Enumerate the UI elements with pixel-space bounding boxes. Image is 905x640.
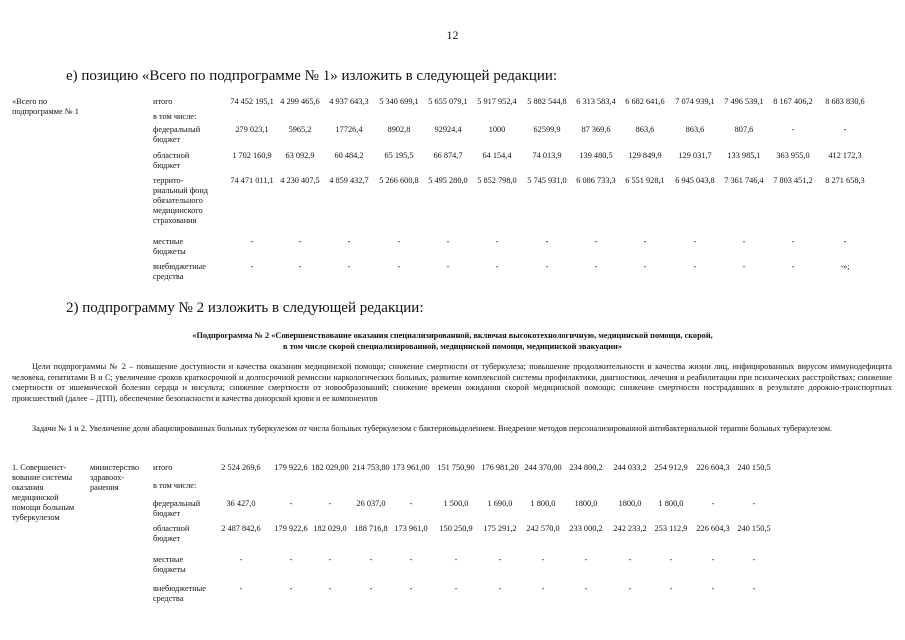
table-cell: 8 683 830,6 bbox=[825, 97, 865, 106]
table-cell: 214 753,80 bbox=[352, 463, 390, 472]
row-label: средства bbox=[153, 594, 184, 603]
table-cell: - bbox=[752, 584, 756, 593]
table-cell: - bbox=[239, 555, 243, 564]
row-label: местные bbox=[153, 237, 184, 246]
table-cell: 5 655 079,1 bbox=[428, 97, 468, 106]
row-label: медицинского bbox=[153, 206, 203, 215]
table-cell: - bbox=[239, 584, 243, 593]
table-cell: 5 852 798,0 bbox=[477, 176, 517, 185]
table-cell: - bbox=[347, 262, 351, 271]
section-e-heading: е) позицию «Всего по подпрограмме № 1» изложить в следующей редакции: bbox=[66, 68, 558, 84]
row-label: средства bbox=[153, 272, 184, 281]
table-cell: - bbox=[711, 584, 715, 593]
table-cell: 62599,9 bbox=[533, 125, 561, 134]
table-cell: 6 551 928,1 bbox=[625, 176, 665, 185]
table-cell: 92924,4 bbox=[434, 125, 462, 134]
table-cell: 7 496 539,1 bbox=[724, 97, 764, 106]
table-cell: - bbox=[643, 237, 647, 246]
table-cell: 5 340 699,1 bbox=[379, 97, 419, 106]
total-label-line2: подпрограмме № 1 bbox=[12, 107, 79, 116]
table-cell: 17726,4 bbox=[335, 125, 363, 134]
table-cell: 4 299 465,6 bbox=[280, 97, 320, 106]
table-cell: - bbox=[369, 584, 373, 593]
table-cell: - bbox=[584, 584, 588, 593]
table-cell: 807,6 bbox=[734, 125, 754, 134]
row-label: бюджет bbox=[153, 509, 181, 518]
table-cell: 7 361 746,4 bbox=[724, 176, 764, 185]
table-cell: 5 917 952,4 bbox=[477, 97, 517, 106]
table-cell: 4 859 432,7 bbox=[329, 176, 369, 185]
table-cell: 129 849,9 bbox=[628, 151, 662, 160]
row-label: бюджет bbox=[153, 534, 181, 543]
row-label: итого bbox=[153, 463, 173, 472]
table-cell: - bbox=[498, 555, 502, 564]
table-cell: - bbox=[298, 262, 302, 271]
table-cell: - bbox=[541, 584, 545, 593]
table-cell: - bbox=[347, 237, 351, 246]
table-cell: 1 800,0 bbox=[658, 499, 684, 508]
subprogram2-title-line2: в том числе скорой специализированной, медицинской помощи, медицинской эвакуации» bbox=[283, 342, 622, 351]
row-label: в том числе: bbox=[153, 481, 197, 490]
table-cell: - bbox=[397, 262, 401, 271]
block-label-line: помощи больным bbox=[12, 503, 75, 512]
table-cell: 6 945 043,8 bbox=[675, 176, 715, 185]
row-label: федеральный bbox=[153, 499, 201, 508]
table-cell: 1000 bbox=[488, 125, 506, 134]
table-cell: - bbox=[791, 125, 795, 134]
table-cell: 242 233,2 bbox=[613, 524, 647, 533]
table-cell: 244 033,2 bbox=[613, 463, 647, 472]
row-label: в том числе: bbox=[153, 112, 197, 121]
subprogram2-title bbox=[0, 330, 905, 352]
table-cell: - bbox=[669, 555, 673, 564]
table-cell: - bbox=[791, 262, 795, 271]
table-cell: - bbox=[545, 237, 549, 246]
table-cell: - bbox=[711, 555, 715, 564]
table-cell: - bbox=[446, 237, 450, 246]
table-cell: 254 912,9 bbox=[654, 463, 688, 472]
table-cell: - bbox=[409, 584, 413, 593]
table-cell: - bbox=[545, 262, 549, 271]
table-cell: 133 985,1 bbox=[727, 151, 761, 160]
table-cell: 240 150,5 bbox=[737, 524, 771, 533]
table-cell: - bbox=[693, 262, 697, 271]
row-label: террито- bbox=[153, 176, 184, 185]
row-label: бюджет bbox=[153, 161, 181, 170]
table-cell: 863,6 bbox=[635, 125, 655, 134]
table-cell: 226 604,3 bbox=[696, 463, 730, 472]
table-cell: - bbox=[409, 499, 413, 508]
table-cell: 5 745 931,0 bbox=[527, 176, 567, 185]
table-cell: - bbox=[791, 237, 795, 246]
table-cell: 74 452 195,1 bbox=[230, 97, 274, 106]
table-cell: 74 471 011,1 bbox=[230, 176, 274, 185]
row-label: бюджет bbox=[153, 135, 181, 144]
table-cell: 66 874,7 bbox=[433, 151, 463, 160]
table-cell: - bbox=[594, 262, 598, 271]
table-cell: 6 086 733,3 bbox=[576, 176, 616, 185]
table-cell: - bbox=[397, 237, 401, 246]
table-cell: - bbox=[742, 262, 746, 271]
page-number: 12 bbox=[446, 28, 459, 42]
block-label-line: туберкулезом bbox=[12, 513, 60, 522]
table-cell: 87 369,6 bbox=[581, 125, 611, 134]
table-cell: - bbox=[843, 125, 847, 134]
table-cell: 176 981,20 bbox=[481, 463, 519, 472]
table-cell: 2 487 842,6 bbox=[221, 524, 261, 533]
table-cell: - bbox=[752, 555, 756, 564]
block-label-line: оказания bbox=[12, 483, 44, 492]
table-cell: - bbox=[495, 262, 499, 271]
executor-line: здравоох- bbox=[90, 473, 125, 482]
table-cell: - bbox=[742, 237, 746, 246]
row-label: федеральный bbox=[153, 125, 201, 134]
row-label: бюджеты bbox=[153, 247, 186, 256]
table-cell: - bbox=[669, 584, 673, 593]
table-cell: - bbox=[409, 555, 413, 564]
table-cell: - bbox=[498, 584, 502, 593]
table-cell: 253 112,9 bbox=[654, 524, 688, 533]
table-cell: - bbox=[289, 499, 293, 508]
row-label: областной bbox=[153, 151, 190, 160]
table-cell: 6 682 641,6 bbox=[625, 97, 665, 106]
table-cell: 1 702 160,9 bbox=[232, 151, 272, 160]
table-cell: 240 150,5 bbox=[737, 463, 771, 472]
table-cell: 74 013,9 bbox=[532, 151, 562, 160]
table-cell: 8 167 406,2 bbox=[773, 97, 813, 106]
table-cell: 1 800,0 bbox=[530, 499, 556, 508]
table-cell: 26 037,0 bbox=[356, 499, 386, 508]
table-cell: - bbox=[328, 499, 332, 508]
table-cell: 173 961,00 bbox=[392, 463, 430, 472]
table-cell: 139 480,5 bbox=[579, 151, 613, 160]
table-cell: 175 291,2 bbox=[483, 524, 517, 533]
table-cell: 60 484,2 bbox=[334, 151, 364, 160]
row-label: внебюджетные bbox=[153, 262, 206, 271]
table-cell: - bbox=[250, 237, 254, 246]
table-cell: - bbox=[541, 555, 545, 564]
table-cell: 363 955,0 bbox=[776, 151, 810, 160]
row-label: обязательного bbox=[153, 196, 203, 205]
table-cell: - bbox=[584, 555, 588, 564]
table-cell: 4 230 407,5 bbox=[280, 176, 320, 185]
table-cell: -»; bbox=[840, 262, 850, 271]
table-cell: 863,6 bbox=[685, 125, 705, 134]
table-cell: 7 074 939,1 bbox=[675, 97, 715, 106]
table-cell: 226 604,3 bbox=[696, 524, 730, 533]
table-cell: - bbox=[843, 237, 847, 246]
row-label: риальный фонд bbox=[153, 186, 208, 195]
table-cell: 4 937 643,3 bbox=[329, 97, 369, 106]
table-cell: 64 154,4 bbox=[482, 151, 512, 160]
table-cell: 36 427,0 bbox=[226, 499, 256, 508]
table-cell: 179 922,6 bbox=[274, 524, 308, 533]
table-cell: - bbox=[289, 555, 293, 564]
table-cell: - bbox=[594, 237, 598, 246]
table-cell: 151 750,90 bbox=[437, 463, 475, 472]
table-cell: 1800,0 bbox=[618, 499, 642, 508]
table-cell: 150 250,9 bbox=[439, 524, 473, 533]
row-label: областной bbox=[153, 524, 190, 533]
table-cell: 244 370,00 bbox=[524, 463, 562, 472]
block-label-line: 1. Совершенст- bbox=[12, 463, 67, 472]
row-label: итого bbox=[153, 97, 173, 106]
table-cell: 5 882 544,8 bbox=[527, 97, 567, 106]
table-cell: 129 031,7 bbox=[678, 151, 712, 160]
table-cell: 8 271 658,3 bbox=[825, 176, 865, 185]
table-cell: 182 029,0 bbox=[313, 524, 347, 533]
row-label: местные bbox=[153, 555, 184, 564]
section-2-heading: 2) подпрограмму № 2 изложить в следующей редакции: bbox=[66, 300, 424, 316]
row-label: бюджеты bbox=[153, 565, 186, 574]
row-label: внебюджетные bbox=[153, 584, 206, 593]
block-label-line: вование системы bbox=[12, 473, 73, 482]
table-cell: 279 023,1 bbox=[235, 125, 269, 134]
table-cell: - bbox=[298, 237, 302, 246]
table-cell: 8902,8 bbox=[387, 125, 411, 134]
table-cell: 173 961,0 bbox=[394, 524, 428, 533]
table-cell: 412 172,3 bbox=[828, 151, 862, 160]
subprogram2-title-line1: «Подпрограмма № 2 «Совершенствование оказания специализированной, включая высокотехнологичную, медицинской помощи, скорой, bbox=[192, 331, 713, 340]
table-cell: 6 313 583,4 bbox=[576, 97, 616, 106]
table-cell: - bbox=[628, 555, 632, 564]
table-cell: 2 524 269,6 bbox=[221, 463, 261, 472]
table-cell: 65 195,5 bbox=[384, 151, 414, 160]
table-cell: - bbox=[454, 555, 458, 564]
table-cell: 233 000,2 bbox=[569, 524, 603, 533]
table-cell: - bbox=[628, 584, 632, 593]
table-cell: 182 029,00 bbox=[311, 463, 349, 472]
tasks-paragraph: Задачи № 1 и 2. Увеличение доли абацилированных больных туберкулезом от числа больных туберкулезом с бактериовыделением. Внедрение методов персонализированной антибактериальной терапии больных туберкулезом. bbox=[32, 424, 833, 433]
table-cell: - bbox=[289, 584, 293, 593]
table-cell: 7 803 451,2 bbox=[773, 176, 813, 185]
executor-line: министерство bbox=[90, 463, 140, 472]
table-cell: - bbox=[328, 584, 332, 593]
block-label-line: медицинской bbox=[12, 493, 59, 502]
table-cell: 1 690,0 bbox=[487, 499, 513, 508]
table-cell: - bbox=[495, 237, 499, 246]
table-cell: - bbox=[250, 262, 254, 271]
table-cell: - bbox=[328, 555, 332, 564]
table-cell: - bbox=[643, 262, 647, 271]
table-cell: 179 922,6 bbox=[274, 463, 308, 472]
table-cell: 5 495 280,0 bbox=[428, 176, 468, 185]
goals-paragraph: Цели подпрограммы № 2 – повышение доступности и качества оказания медицинской помощи; снижение смертности от туберкулеза; повышение продолжительности и качества жизни лиц, инфицированных вирусом иммунодефицита человека, гепатитами В и С; увеличение сроков краткосрочной и долгосрочной ремиссии наркологических больных, развитие комплексной системы профилактики, диагностики, лечения и реабилитации при психических расстройствах; снижение смертности от ишемической болезни сердца и инсульта; снижение смертности от новообразований; снижение времени ожидания скорой медицинской помощи; снижение смертности пострадавших в результате дорожно-транспортных происшествий (далее – ДТП), обеспечение безопасности и качества донорской крови и ее компонентов bbox=[12, 362, 892, 403]
table-cell: - bbox=[693, 237, 697, 246]
table-cell: 1800,0 bbox=[574, 499, 598, 508]
executor-line: ранения bbox=[90, 483, 119, 492]
table-cell: - bbox=[369, 555, 373, 564]
row-label: страхования bbox=[153, 216, 197, 225]
total-label-line1: «Всего по bbox=[12, 97, 48, 106]
table-cell: 1 500,0 bbox=[443, 499, 469, 508]
table-cell: - bbox=[454, 584, 458, 593]
table-cell: - bbox=[711, 499, 715, 508]
table-cell: - bbox=[446, 262, 450, 271]
table-cell: 234 800,2 bbox=[569, 463, 603, 472]
table-cell: 5965,2 bbox=[288, 125, 312, 134]
table-cell: 242 570,0 bbox=[526, 524, 560, 533]
table-cell: 5 266 600,8 bbox=[379, 176, 419, 185]
table-cell: 188 716,8 bbox=[354, 524, 388, 533]
table-cell: 63 092,9 bbox=[285, 151, 315, 160]
table-cell: - bbox=[752, 499, 756, 508]
